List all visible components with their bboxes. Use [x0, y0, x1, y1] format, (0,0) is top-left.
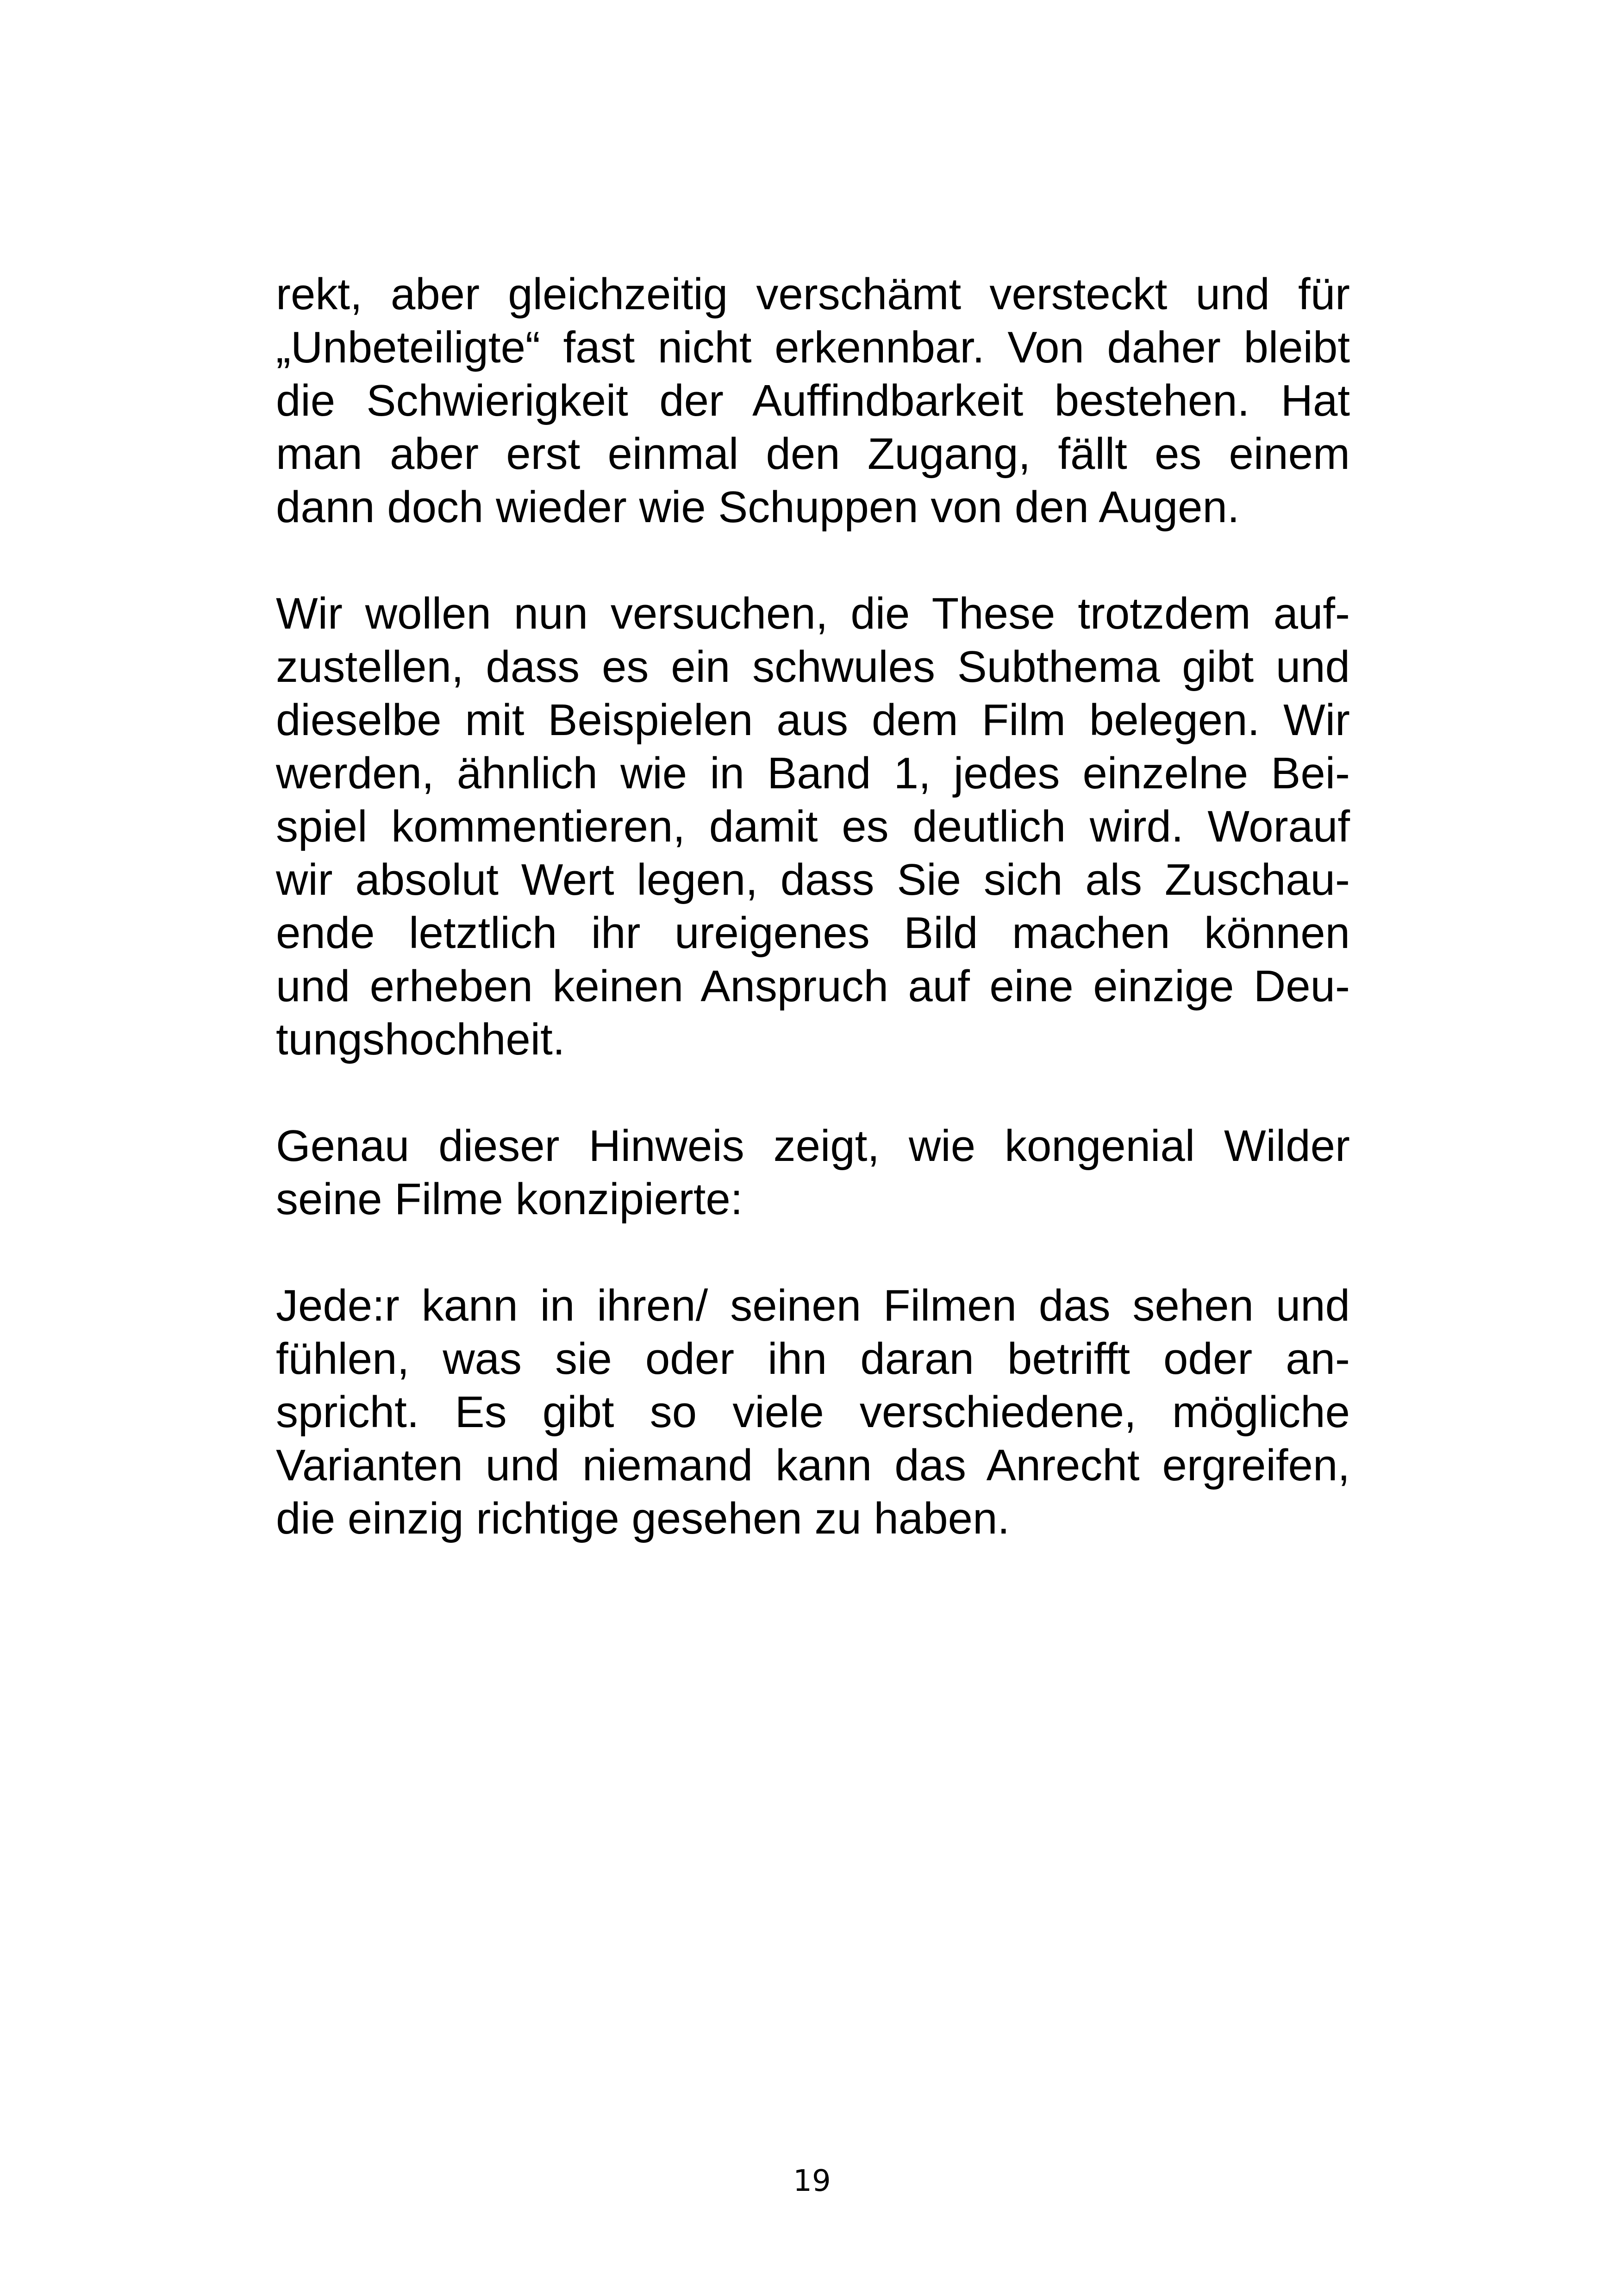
text-line: spricht. Es gibt so viele verschiedene, mögliche — [276, 1387, 1350, 1437]
body-text — [276, 268, 1350, 1545]
text-line: „Unbeteiligte“ fast nicht erkennbar. Von daher bleibt — [276, 323, 1350, 372]
paragraph-3 — [276, 1119, 1350, 1226]
text-line: Wir wollen nun versuchen, die These trotzdem auf- — [276, 589, 1350, 638]
text-line: werden, ähnlich wie in Band 1, jedes einzelne Bei- — [276, 748, 1350, 798]
text-line: rekt, aber gleichzeitig verschämt versteckt und für — [276, 269, 1350, 319]
text-line: Jede:r kann in ihren/ seinen Filmen das sehen und — [276, 1281, 1350, 1330]
text-line: fühlen, was sie oder ihn daran betrifft oder an- — [276, 1334, 1350, 1384]
text-line: zustellen, dass es ein schwules Subthema gibt und — [276, 642, 1350, 692]
text-line: dieselbe mit Beispielen aus dem Film belegen. Wir — [276, 695, 1350, 745]
paragraph-2 — [276, 587, 1350, 1066]
paragraph-4 — [276, 1279, 1350, 1545]
text-line: die Schwierigkeit der Auffindbarkeit bestehen. Hat — [276, 376, 1350, 425]
text-line: wir absolut Wert legen, dass Sie sich als Zuschau- — [276, 855, 1350, 904]
text-line: Genau dieser Hinweis zeigt, wie kongenial Wilder — [276, 1121, 1350, 1171]
text-line: ende letztlich ihr ureigenes Bild machen können — [276, 908, 1350, 958]
text-line: seine Filme konzipierte: — [276, 1174, 743, 1224]
text-line: tungshochheit. — [276, 1015, 565, 1064]
paragraph-1 — [276, 268, 1350, 534]
text-line: die einzig richtige gesehen zu haben. — [276, 1494, 1010, 1543]
page-number: 19 — [793, 2164, 831, 2198]
text-line: und erheben keinen Anspruch auf eine einzige Deu- — [276, 961, 1350, 1011]
text-line: man aber erst einmal den Zugang, fällt es einem — [276, 429, 1350, 479]
text-line: spiel kommentieren, damit es deutlich wird. Worauf — [276, 802, 1350, 851]
text-line: Varianten und niemand kann das Anrecht ergreifen, — [276, 1441, 1350, 1490]
text-line: dann doch wieder wie Schuppen von den Augen. — [276, 482, 1240, 532]
